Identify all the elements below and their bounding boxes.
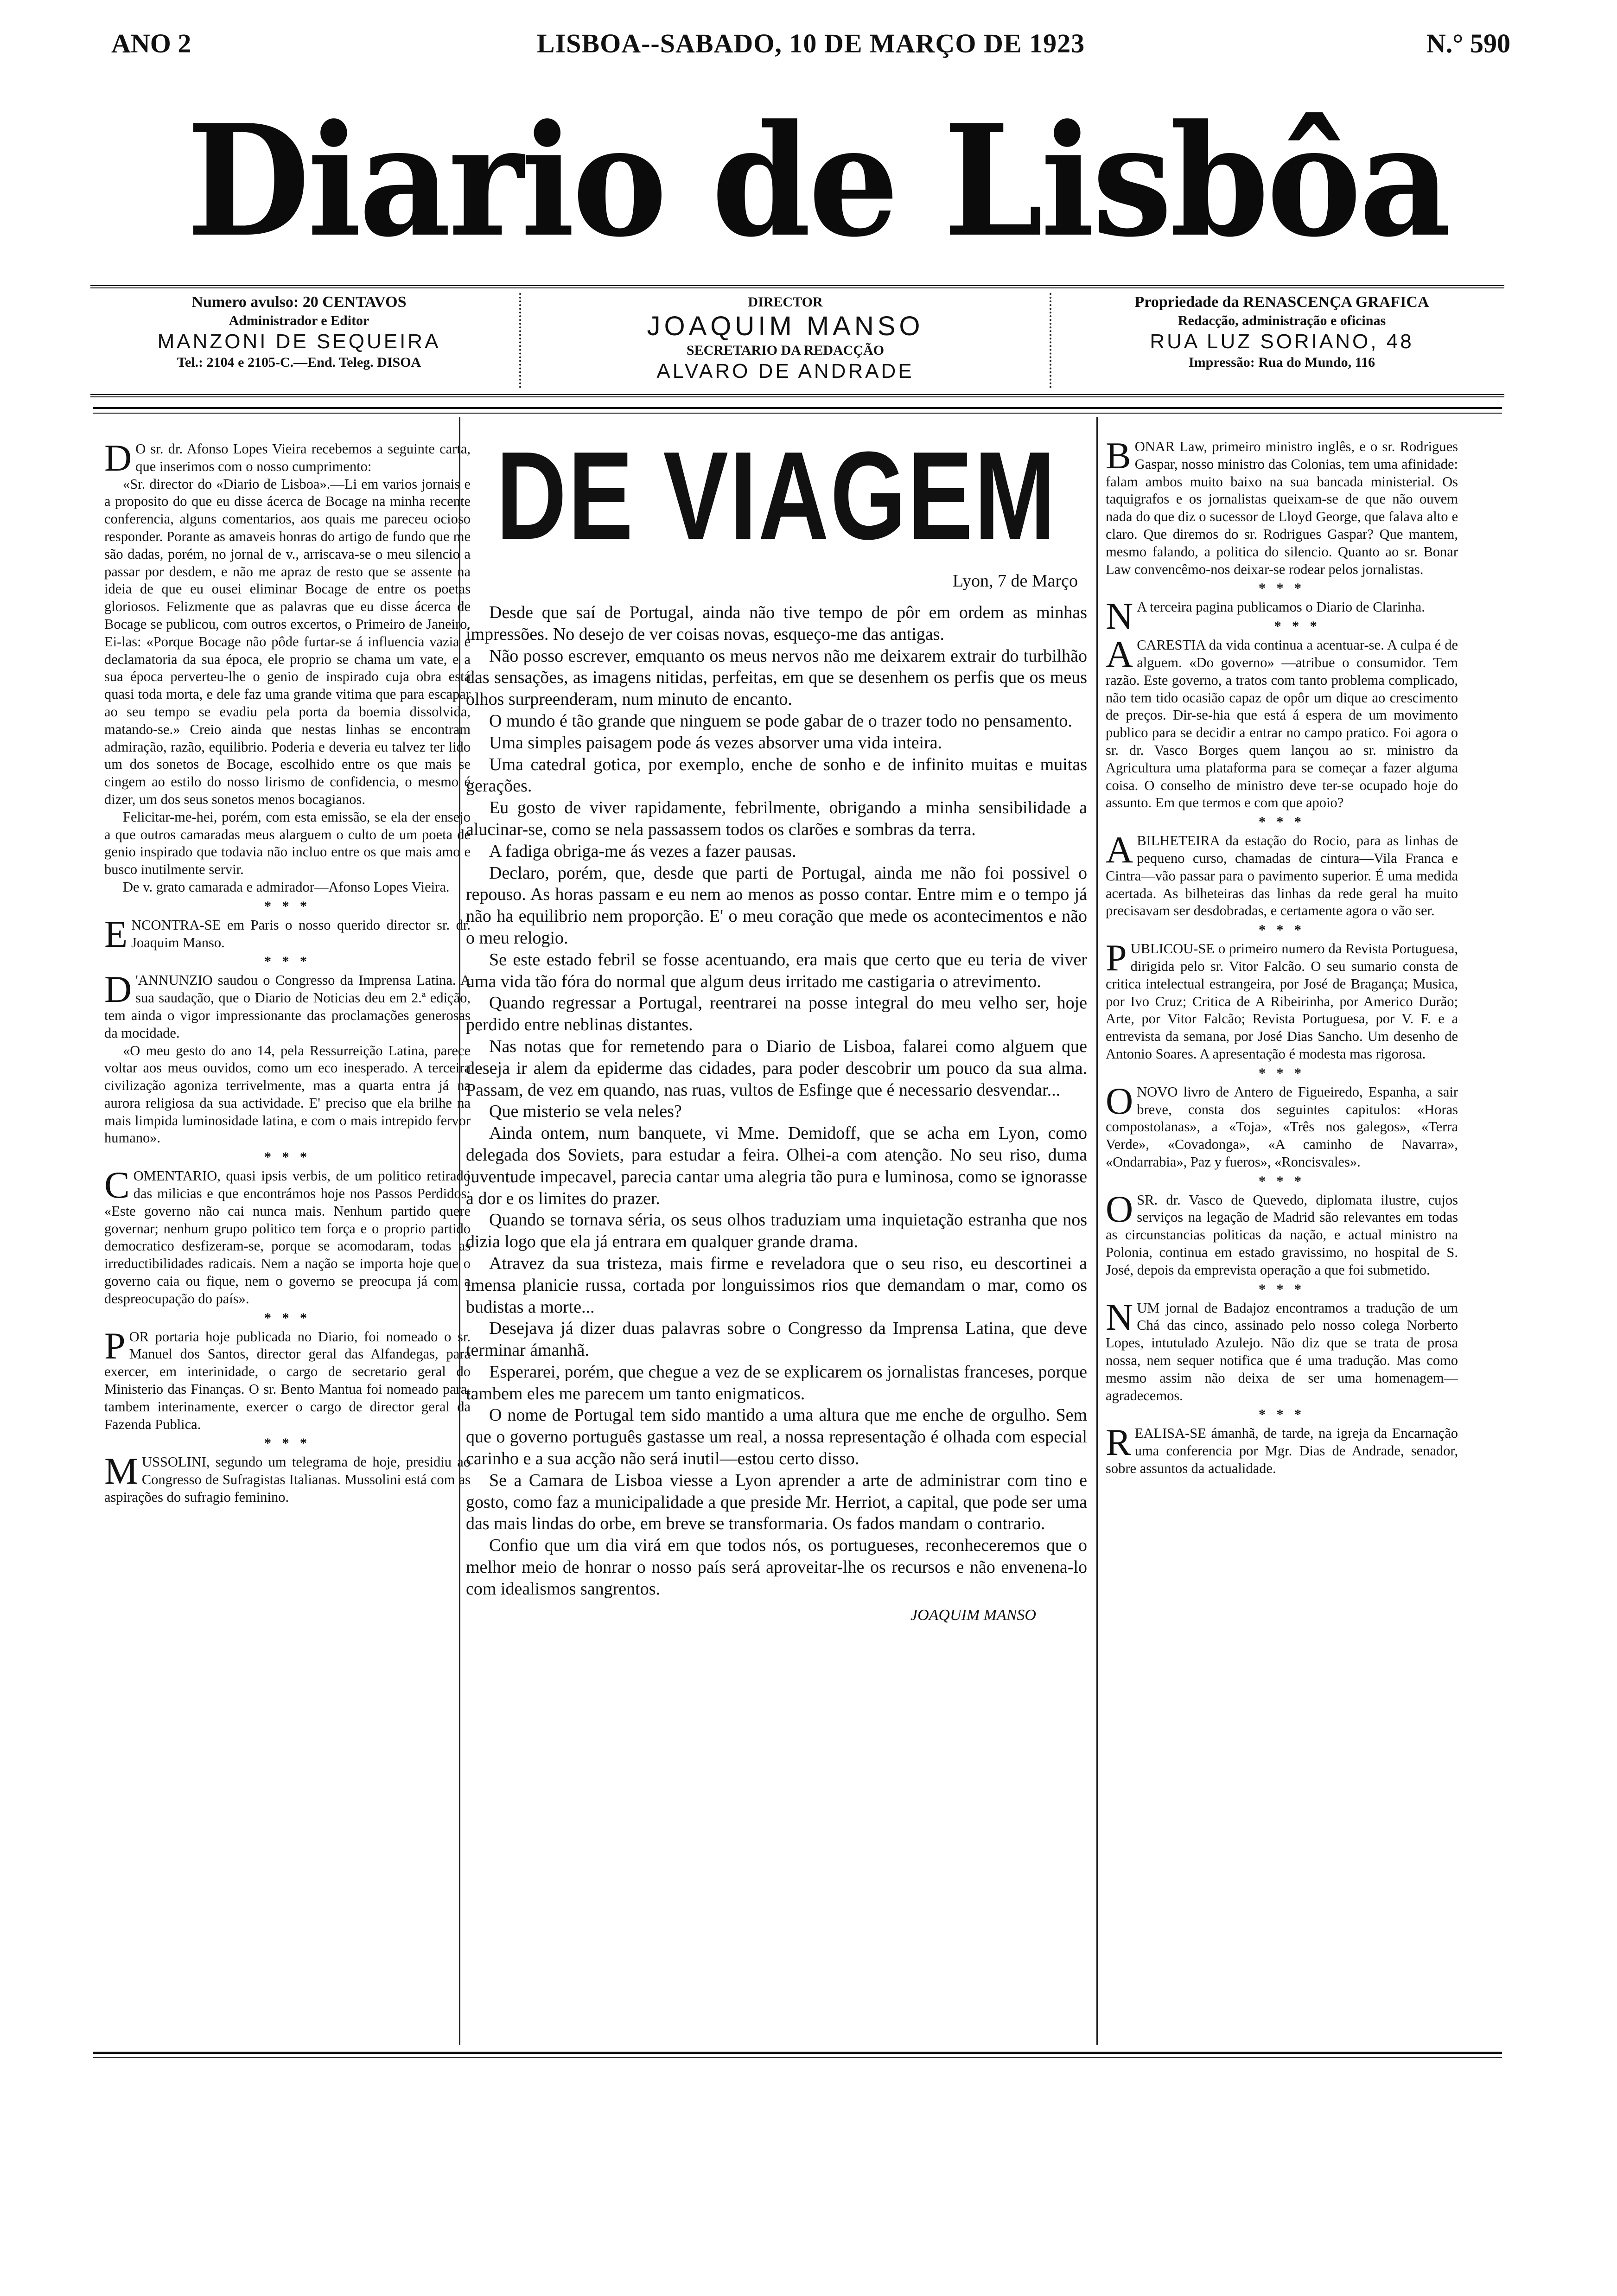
drop-cap: E [104,912,128,955]
newspaper-title: Diario de Lisbôa [186,91,1449,271]
section-separator: * * * [264,898,311,914]
secretary-name: ALVARO DE ANDRADE [656,360,914,383]
section-separator: * * * [1259,1065,1305,1081]
drop-cap: A [1106,829,1133,871]
director-block [519,293,1051,388]
drop-cap: D [104,968,132,1011]
article-paragraph: Nas notas que for remetendo para o Diario de Lisboa, falarei como alguem que deseja ir alem da epiderme das cidades, para poder descobrir um pouco da sua alma. Passam, de vez em quando, nas ruas, vultos de Esfinge que é necessario desvendar... [466,1036,1087,1100]
main-article [466,427,1087,1624]
section-separator: * * * [1259,580,1305,596]
article-paragraph: Uma catedral gotica, por exemplo, enche de sonho e de infinito muitas e muitas gerações. [466,754,1087,796]
drop-cap: N [1106,1295,1133,1338]
section-separator: * * * [1274,619,1321,634]
news-item [104,476,471,809]
article-paragraph: A fadiga obriga-me ás vezes a fazer pausas. [489,841,796,861]
news-item-text: De v. grato camarada e admirador—Afonso Lopes Vieira. [123,879,450,895]
news-item-text: Felicitar-me-hei, porém, com esta emissão, se ela der ensejo a que outros camaradas meus alarguem o culto de um poeta de genio inspirado que todavia não incluo entre os que mais amo e busco inutilmente servir. [104,809,471,878]
article-paragraph: Confio que um dia virá em que todos nós, os portugueses, reconheceremos que o melhor meio de honrar o nosso país será aproveitar-lhe os recursos e não envenena-lo com idealismos sangrentos. [466,1536,1087,1599]
info-band [90,285,1504,397]
news-item-text: OMENTARIO, quasi ipsis verbis, de um politico retirado das milicias e que encontrámos hoje nos Passos Perdidos: «Este governo não cai nunca mais. Nenhum partido quere governar; nenhum grupo politico tem força e o proprio partido democratico desfizeram-se, porque se acomodaram, todas as irreductibilidades radicais. Nem a nação se importa hoje que o governo caia ou fique, nem o governo se preocupa já com a despreocupação do país». [104,1168,471,1307]
section-separator: * * * [264,954,311,969]
section-separator: * * * [264,1435,311,1451]
drop-cap: N [1106,595,1133,638]
news-item [1106,633,1458,812]
news-item [104,1042,471,1148]
news-item [104,809,471,879]
section-separator: * * * [1259,1407,1305,1422]
secretary-label: SECRETARIO DA REDACÇÃO [686,343,885,358]
drop-cap: A [1106,633,1133,676]
price: Numero avulso: 20 CENTAVOS [191,293,407,311]
owner: Propriedade da RENASCENÇA GRAFICA [1134,293,1429,311]
bottom-rule [93,2052,1502,2054]
news-item-text: O sr. dr. Afonso Lopes Vieira recebemos a seguinte carta, que inserimos com o nosso cumprimento: [135,441,471,474]
news-item-text: CARESTIA da vida continua a acentuar-se. A culpa é de alguem. «Do governo» —atribue o consumidor. Tem razão. Este governo, a tratos com tanto problema complicado, não tem tido ocasião capaz de opôr um dique ao crescimento de preços. Dir-se-hia que está á espera de um movimento publico para se decidir a entrar no campo pratico. Foi agora o sr. dr. Vasco Borges quem lançou ao sr. ministro da Agricultura uma plataforma para se começar a fazer alguma coisa. O conselho de ministro deve ter-se ocupado hoje do assunto. Em que termos e com que apoio? [1106,637,1458,811]
news-item-text: OR portaria hoje publicada no Diario, foi nomeado o sr. Manuel dos Santos, director geral das Alfandegas, para exercer, em interinidade, o cargo de secretario geral do Ministerio das Finanças. O sr. Bento Mantua foi nomeado para, tambem interinamente, exercer o cargo de director geral da Fazenda Publica. [104,1328,471,1432]
right-column [1106,434,1458,1478]
admin-label: Administrador e Editor [229,313,369,328]
article-paragraph: Que misterio se vela neles? [489,1102,682,1122]
dateline [111,28,1510,60]
drop-cap: O [1106,1187,1133,1230]
printing-address: Impressão: Rua do Mundo, 116 [1188,355,1375,370]
article-paragraph: Eu gosto de viver rapidamente, febrilmente, obrigando a minha sensibilidade a alucinar-se, como se nela passassem todos os clarões e sombras da terra. [466,798,1087,839]
article-paragraph: Esperarei, porém, que chegue a vez de se explicarem os jornalistas franceses, porque tambem eles me parecem um tanto enigmaticos. [466,1362,1087,1403]
news-item [104,437,471,479]
news-item [1106,1079,1458,1171]
news-item [1106,829,1458,920]
bottom-rule-thin [93,2057,1502,2058]
news-item-text: BILHETEIRA da estação do Rocio, para as linhas de pequeno curso, chamadas de cintura—Vila Franca e Cintra—vão passar para o pavimento superior. É uma medida acertada. As bilheteiras das linhas da rede geral ha muito precisavam ser desdobradas, e certamente agora o vão ser. [1106,833,1458,919]
column-divider-right [1096,417,1098,2045]
section-separator: * * * [1259,922,1305,938]
news-item [104,912,471,955]
section-separator: * * * [1259,1281,1305,1297]
article-paragraph: Não posso escrever, emquanto os meus nervos não me deixarem extrair do turbilhão das sensações, as imagens nitidas, perfeitas, em que se desenhem os perfis que os meus olhos surpreenderam, num minuto de encanto. [466,646,1087,709]
news-item-text: NOVO livro de Antero de Figueiredo, Espanha, a sair breve, consta dos seguintes capitulos: «Horas compostolanas», a «Toja», «Três nos galegos», «Terra Verde», «Covadonga», «A caminho de Navarra», «Ondarrabia», Paz y fueros», «Roncisvales». [1106,1084,1458,1170]
news-item [1106,937,1458,1063]
section-separator: * * * [264,1310,311,1326]
news-item-text: SR. dr. Vasco de Quevedo, diplomata ilustre, cujos serviços na legação de Madrid são relevantes em todas as circunstancias politicas da nação, e actual ministro na Polonia, continua em estado gravissimo, no hospital de S. José, depois da emprevista operação a que foi submetido. [1106,1192,1458,1278]
article-body [466,602,1087,1600]
drop-cap: D [104,437,132,479]
news-item-text: 'ANNUNZIO saudou o Congresso da Imprensa Latina. A sua saudação, que o Diario de Noticias deu em 2.ª edição, tem ainda o vigor impressionante das proclamações generosas da mocidade. [104,972,471,1041]
article-paragraph: Quando se tornava séria, os seus olhos traduziam uma inquietação estranha que nos dizia logo que ela já entrara em qualquer grande drama. [466,1210,1087,1252]
article-paragraph: Atravez da sua tristeza, mais firme e reveladora que o seu riso, eu descortinei a imensa planicie russa, cortada por longuissimos rios que demandam o mar, como os budistas a morte... [466,1253,1087,1317]
article-signature: JOAQUIM MANSO [910,1606,1036,1624]
news-item-text: UM jornal de Badajoz encontramos a tradução de um Chá das cinco, assinado pelo nosso colega Norberto Lopes, intutulado Azulejo. Não diz que se trata de prosa nossa, nem sequer notifica que é uma tradução. Mas como mesmo assim não deixa de ser uma homenagem—agradecemos. [1106,1300,1458,1403]
drop-cap: M [104,1450,138,1492]
article-paragraph: Ainda ontem, num banquete, vi Mme. Demidoff, que se acha em Lyon, como delegada dos Soviets, para estudar a feira. Olhei-a com atenção. No seu riso, duma juventude impecavel, parecia cantar uma alegria tão pura e luminosa, como se ignorasse a dor e os limites do prazer. [466,1123,1088,1208]
drop-cap: P [104,1324,126,1367]
article-paragraph: Quando regressar a Portugal, reentrarei na posse integral do meu velho ser, hoje perdido entre neblinas distantes. [466,993,1087,1035]
director-label: DIRECTOR [748,294,823,310]
article-paragraph: Declaro, porém, que, desde que parti de Portugal, ainda me não foi possivel o repouso. As horas passam e eu nem ao menos as posso contar. Entre mim e o tempo já não ha equilibrio nem proporção. E' o meu coração que mede os acontecimentos e não o meu relogio. [466,863,1087,948]
news-item [104,1450,471,1506]
top-rule-thin [93,413,1502,414]
office-address: RUA LUZ SORIANO, 48 [1150,330,1414,353]
drop-cap: R [1106,1421,1131,1464]
section-separator: * * * [1259,814,1305,830]
drop-cap: P [1106,937,1127,979]
article-paragraph: Uma simples paisagem pode ás vezes absorver uma vida inteira. [489,733,942,753]
director-name: JOAQUIM MANSO [647,311,924,341]
article-paragraph: Desde que saí de Portugal, ainda não tive tempo de pôr em ordem as minhas impressões. No desejo de ver coisas novas, esqueço-me das antigas. [466,603,1087,644]
section-separator: * * * [1259,1173,1305,1189]
article-paragraph: Desejava já dizer duas palavras sobre o Congresso da Imprensa Latina, que deve terminar ámanhã. [466,1319,1087,1360]
article-dateline: Lyon, 7 de Março [952,571,1078,591]
news-item [1106,434,1458,578]
issue-year: ANO 2 [111,28,191,58]
left-column [104,437,471,1506]
article-paragraph: O mundo é tão grande que ninguem se pode gabar de o trazer todo no pensamento. [489,711,1072,731]
telephones: Tel.: 2104 e 2105-C.—End. Teleg. DISOA [177,355,421,370]
news-item-text: NCONTRA-SE em Paris o nosso querido director sr. dr. Joaquim Manso. [131,917,471,950]
article-paragraph: Se a Camara de Lisboa viesse a Lyon aprender a arte de administrar com tino e gosto, como faz a municipalidade a que preside Mr. Herriot, a capital, que pode ser uma das mais lindas do orbe, em breve se transformaria. Os fados mandam o contrario. [466,1470,1087,1534]
drop-cap: O [1106,1079,1133,1122]
news-item [1106,1187,1458,1279]
news-item-text: «Sr. director do «Diario de Lisboa».—Li em varios jornais e a proposito do que eu disse ácerca de Bocage na minha recente conferencia, alguns comentarios, aos quais me pareceu ocioso responder. Porante as amaveis honras do artigo de fundo que me são dadas, porém, no jornal de v., arriscava-se o meu silencio a passar por desdem, e não me apraz de resto que se assente na ideia de que eu ousei eliminar Bocage de entre os poetas gloriosos. Felizmente que as palavras que eu disse ácerca de Bocage se publicou, com outros excertos, o Primeiro de Janeiro. Ei-las: «Porque Bocage não pôde furtar-se á influencia vazia e declamatoria da sua época, ele proprio se chama um vate, e a sua época perverteu-lhe o genio de inspirado cuja obra está quasi toda morta, e dele faz uma grande vitima que para escapar ao seu tempo se evadiu pela porta da boemia dissolvida, matando-se.» Creio ainda que nestas linhas se encontram admiração, razão, equilibrio. Poderia e deveria eu talvez ter lido um dos sonetos de Bocage, escolhido entre os que mais se cingem ao estilo do nosso lirismo de confidencia, o mesmo é dizer, um dos seus sonetos menos bocagianos. [104,476,471,807]
news-item-text: ONAR Law, primeiro ministro inglês, e o sr. Rodrigues Gaspar, nosso ministro das Colonias, tem uma afinidade: falam ambos muito baixo na sua bancada ministerial. Os taquigrafos e os jornalistas queixam-se de que não ouvem nada do que diz o sucessor de Lloyd George, que falava alto e claro. Que diremos do sr. Rodrigues Gaspar? Que mantem, mesmo falando, a politica do silencio. Quanto ao sr. Bonar Law convencêmo-nos deixar-se rodear pelos jornalistas. [1106,439,1458,577]
news-item-text: UBLICOU-SE o primeiro numero da Revista Portuguesa, dirigida pelo sr. Vitor Falcão. O seu sumario consta de critica intelectual estrangeira, por José de Bragança; Musica, por Ivo Cruz; Critica de A Ribeirinha, por Americo Durão; Arte, por Vitor Falcão; Revista Portuguesa, por V. F. e a entrevista da semana, por José Dias Sancho. Um desenho de Antonio Soares. A apresentação é modesta mas rigorosa. [1106,941,1458,1062]
article-paragraph: O nome de Portugal tem sido mantido a uma altura que me enche de orgulho. Sem que o governo português gastasse um real, a nossa representação é olhada com especial carinho e a sua acção não será inutil—estou certo disso. [466,1405,1087,1469]
drop-cap: C [104,1164,130,1206]
section-separator: * * * [264,1149,311,1165]
office-label: Redacção, administração e oficinas [1178,313,1386,328]
owner-block [1059,293,1504,388]
issue-date: LISBOA--SABADO, 10 DE MARÇO DE 1923 [536,28,1085,58]
admin-name: MANZONI DE SEQUEIRA [157,330,441,353]
news-item-text: A terceira pagina publicamos o Diario de Clarinha. [1137,599,1425,615]
news-item [104,1324,471,1434]
news-item-text: EALISA-SE ámanhã, de tarde, na igreja da Encarnação uma conferencia por Mgr. Dias de Andrade, senador, sobre assuntos da actualidade. [1106,1425,1458,1477]
drop-cap: B [1106,434,1131,477]
news-item-text: USSOLINI, segundo um telegrama de hoje, presidiu ao Congresso de Sufragistas Italianas. Mussolini está com as aspirações do sufragio feminino. [104,1454,471,1505]
article-headline: DE VIAGEM [496,426,1057,566]
news-item [104,879,471,896]
news-item-text: «O meu gesto do ano 14, pela Ressurreição Latina, parece voltar aos meus ouvidos, como um eco inesperado. A terceira civilização agoniza terrivelmente, mas a quarta entra já na aurora religiosa da sua actividade. E' preciso que ela brilhe na mais limpida luminosidade latina, e com o mais intrepido fervor humano». [104,1042,471,1146]
admin-block [90,293,508,388]
news-item [1106,1421,1458,1477]
news-item [1106,595,1458,638]
issue-number: N.° 590 [1426,28,1510,58]
news-item [1106,1295,1458,1405]
news-item [104,968,471,1042]
top-rule [93,407,1502,409]
masthead [139,91,1449,271]
news-item [104,1164,471,1307]
article-paragraph: Se este estado febril se fosse acentuando, era mais que certo que eu teria de viver uma vida tão fóra do normal que algum deus irritado me castigaria o atrevimento. [466,950,1087,991]
